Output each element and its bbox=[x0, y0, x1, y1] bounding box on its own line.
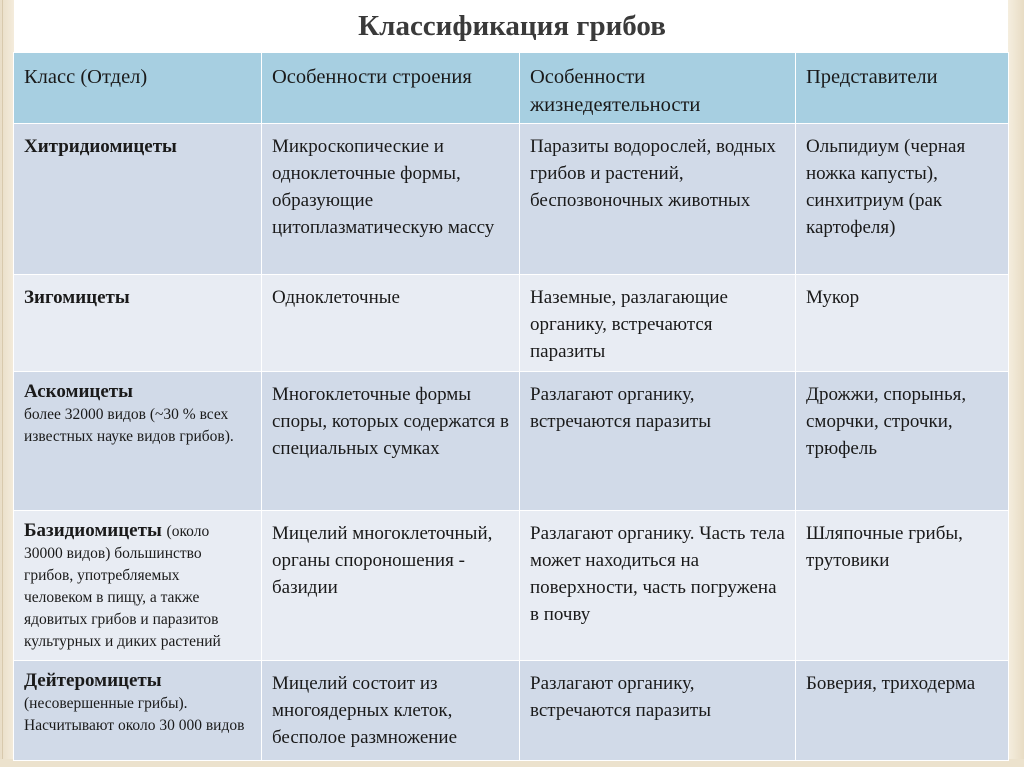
examples-cell: Мукор bbox=[796, 275, 1009, 372]
table-row bbox=[14, 661, 1009, 761]
structure-cell: Многоклеточные формы споры, которых содержатся в специальных сумках bbox=[262, 372, 520, 511]
header-examples: Представители bbox=[796, 53, 1009, 124]
examples-cell: Дрожжи, спорынья, сморчки, строчки, трюфель bbox=[796, 372, 1009, 511]
table-row bbox=[14, 511, 1009, 661]
class-note: более 32000 видов (~30 % всех известных науке видов грибов). bbox=[24, 406, 234, 445]
life-cell: Разлагают органику. Часть тела может находиться на поверхности, часть погружена в почву bbox=[520, 511, 796, 661]
class-note: (около 30000 видов) большинство грибов, употребляемых человеком в пищу, а также ядовитых грибов и паразитов культурных и диких растений bbox=[24, 523, 221, 650]
life-cell: Паразиты водорослей, водных грибов и растений, беспозвоночных животных bbox=[520, 124, 796, 275]
class-name: Аскомицеты bbox=[24, 381, 133, 402]
class-name: Хитридиомицеты bbox=[24, 136, 177, 157]
table-row bbox=[14, 124, 1009, 275]
life-cell: Разлагают органику, встречаются паразиты bbox=[520, 661, 796, 761]
slide-frame-right bbox=[1008, 0, 1024, 767]
class-cell bbox=[14, 511, 262, 661]
class-cell bbox=[14, 275, 262, 372]
table-row bbox=[14, 275, 1009, 372]
page-title: Классификация грибов bbox=[358, 10, 666, 42]
structure-cell: Микроскопические и одноклеточные формы, образующие цитоплазматическую массу bbox=[262, 124, 520, 275]
examples-cell: Шляпочные грибы, трутовики bbox=[796, 511, 1009, 661]
class-name: Дейтеромицеты bbox=[24, 670, 162, 691]
life-cell: Разлагают органику, встречаются паразиты bbox=[520, 372, 796, 511]
life-cell: Наземные, разлагающие органику, встречаются паразиты bbox=[520, 275, 796, 372]
class-note: (несовершенные грибы). Насчитывают около 30 000 видов bbox=[24, 695, 245, 734]
header-class: Класс (Отдел) bbox=[14, 53, 262, 124]
class-cell bbox=[14, 661, 262, 761]
structure-cell: Мицелий состоит из многоядерных клеток, бесполое размножение bbox=[262, 661, 520, 761]
header-structure: Особенности строения bbox=[262, 53, 520, 124]
fungi-classification-table bbox=[13, 52, 1009, 761]
class-cell bbox=[14, 124, 262, 275]
table-row bbox=[14, 372, 1009, 511]
class-cell bbox=[14, 372, 262, 511]
slide-frame-left bbox=[0, 0, 14, 767]
class-name: Зигомицеты bbox=[24, 287, 130, 308]
structure-cell: Мицелий многоклеточный, органы спороношения - базидии bbox=[262, 511, 520, 661]
examples-cell: Ольпидиум (черная ножка капусты), синхитриум (рак картофеля) bbox=[796, 124, 1009, 275]
structure-cell: Одноклеточные bbox=[262, 275, 520, 372]
examples-cell: Боверия, триходерма bbox=[796, 661, 1009, 761]
table-header-row bbox=[14, 53, 1009, 124]
header-life: Особенности жизнедеятельности bbox=[520, 53, 796, 124]
class-name: Базидиомицеты bbox=[24, 520, 162, 541]
